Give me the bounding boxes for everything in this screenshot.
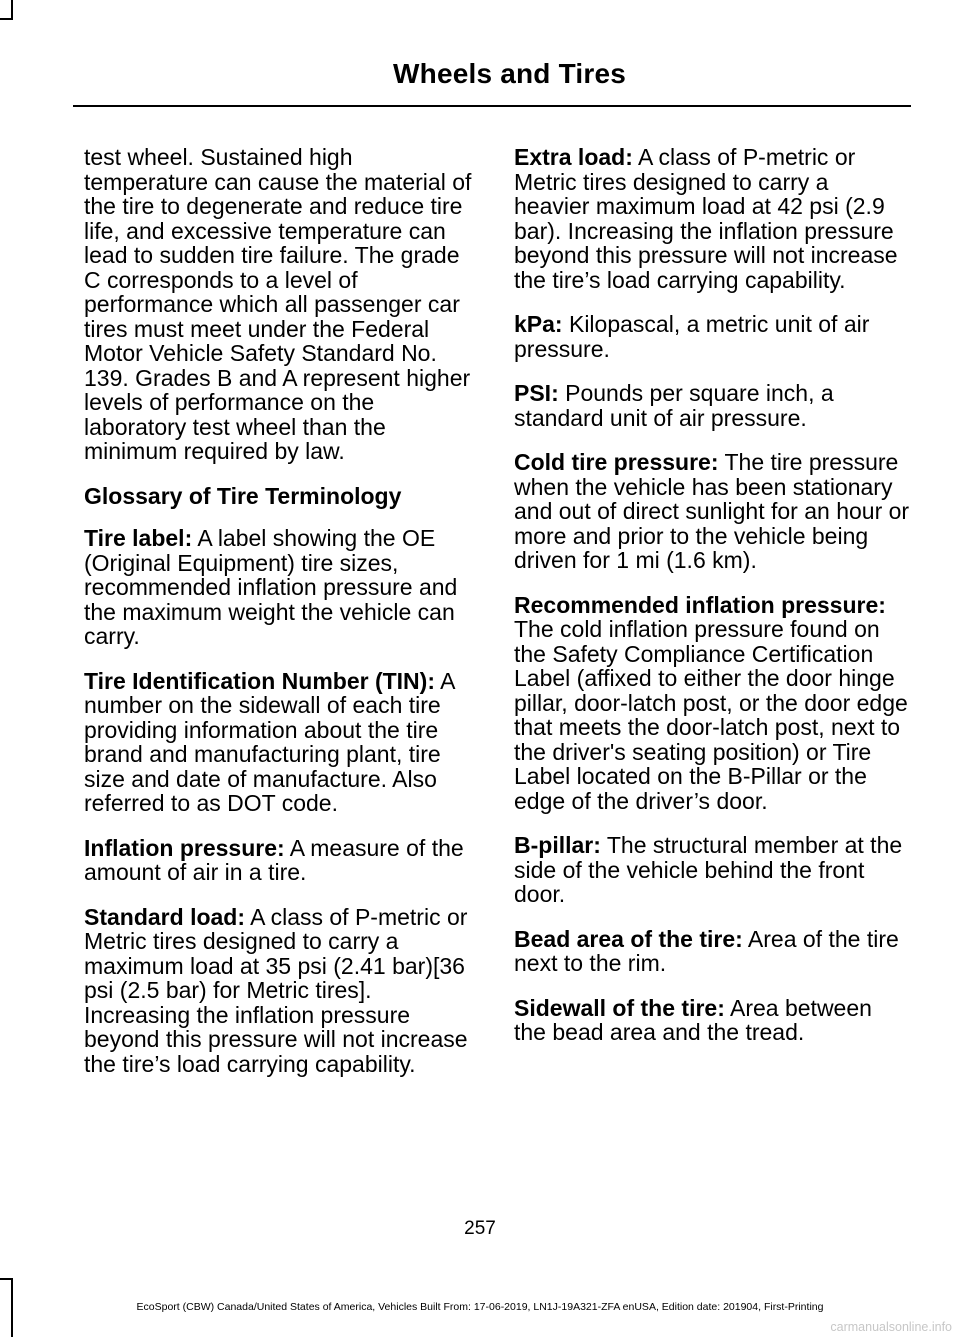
- edition-footer: EcoSport (CBW) Canada/United States of America, Vehicles Built From: 17-06-2019, LN1J-19A321-ZFA enUSA, Edition date: 201904, First-Printing: [136, 1301, 824, 1313]
- crop-mark-top-left-vertical: [11, 0, 13, 20]
- glossary-definition: The cold inflation pressure found on the Safety Compliance Certification Label (affixed to either the door hinge pillar, door-latch post, or the door edge that meets the door-latch post, next to the driver's seating position) or Tire Label located on the B-Pillar or the edge of the driver’s door.: [514, 616, 908, 814]
- glossary-definition: A number on the sidewall of each tire providing information about the tire brand and manufacturing plant, tire size and date of manufacture. Also referred to as DOT code.: [84, 667, 455, 816]
- page-number: 257: [464, 1218, 496, 1239]
- glossary-entry-recommended-inflation-pressure: [514, 593, 910, 814]
- glossary-entry-tin: [84, 669, 476, 816]
- glossary-heading: Glossary of Tire Terminology: [84, 482, 402, 509]
- glossary-definition: A label showing the OE (Original Equipment) tire sizes, recommended inflation pressure and the maximum weight the vehicle can carry.: [84, 525, 458, 649]
- glossary-entry-bead-area: [514, 927, 910, 976]
- glossary-entry-sidewall: [514, 996, 910, 1045]
- watermark: carmanualsonline.info: [830, 1320, 952, 1334]
- page-title: Wheels and Tires: [393, 58, 626, 89]
- glossary-definition: A class of P-metric or Metric tires designed to carry a maximum load at 35 psi (2.41 bar)[36 psi (2.5 bar) for Metric tires]. Increasing the inflation pressure beyond this pressure will not increase the tire’s load carrying capability.: [84, 903, 468, 1077]
- glossary-entry-cold-tire-pressure: [514, 450, 910, 573]
- glossary-definition: The structural member at the side of the vehicle behind the front door.: [514, 832, 903, 907]
- header-divider: [73, 105, 911, 107]
- glossary-term: Extra load:: [514, 144, 633, 170]
- glossary-definition: The tire pressure when the vehicle has been stationary and out of direct sunlight for an hour or more and prior to the vehicle being driven for 1 mi (1.6 km).: [514, 449, 910, 573]
- glossary-entry-tire-label: [84, 526, 476, 649]
- glossary-term: B-pillar:: [514, 832, 601, 858]
- glossary-definition: A class of P-metric or Metric tires designed to carry a heavier maximum load at 42 psi (2.9 bar). Increasing the inflation pressure beyond this pressure will not increase the tire’s load carrying capability.: [514, 144, 898, 293]
- crop-mark-top-left-horizontal: [0, 18, 13, 20]
- glossary-term: Cold tire pressure:: [514, 449, 719, 475]
- glossary-term: Bead area of the tire:: [514, 925, 743, 952]
- crop-mark-bottom-left-horizontal: [0, 1278, 13, 1280]
- glossary-entry-psi: [514, 381, 910, 430]
- intro-paragraph: test wheel. Sustained high temperature can cause the material of the tire to degenerate and reduce tire life, and excessive temperature can lead to sudden tire failure. The grade C corresponds to a level of performance which all passenger car tires must meet under the Federal Motor Vehicle Safety Standard No. 139. Grades B and A represent higher levels of performance on the laboratory test wheel than the minimum required by law.: [84, 144, 472, 464]
- glossary-definition: Pounds per square inch, a standard unit of air pressure.: [514, 380, 834, 431]
- glossary-term: kPa:: [514, 311, 563, 337]
- glossary-entry-standard-load: [84, 905, 476, 1077]
- glossary-term: Sidewall of the tire:: [514, 994, 725, 1021]
- glossary-definition: Area between the bead area and the tread.: [514, 994, 872, 1045]
- glossary-definition: A measure of the amount of air in a tire.: [84, 834, 464, 885]
- glossary-term: Tire Identification Number (TIN):: [84, 667, 435, 694]
- glossary-definition: Kilopascal, a metric unit of air pressure.: [514, 311, 870, 362]
- glossary-term: Standard load:: [84, 903, 246, 930]
- glossary-entry-kpa: [514, 312, 910, 361]
- glossary-entry-inflation-pressure: [84, 836, 476, 885]
- left-column: [84, 145, 476, 1096]
- glossary-entry-b-pillar: [514, 833, 910, 907]
- glossary-term: Tire label:: [84, 525, 193, 551]
- glossary-term: Recommended inflation pressure:: [514, 591, 886, 618]
- glossary-term: PSI:: [514, 380, 559, 406]
- glossary-entry-extra-load: [514, 145, 910, 292]
- glossary-term: Inflation pressure:: [84, 834, 285, 861]
- glossary-definition: Area of the tire next to the rim.: [514, 925, 899, 976]
- right-column: [514, 145, 910, 1065]
